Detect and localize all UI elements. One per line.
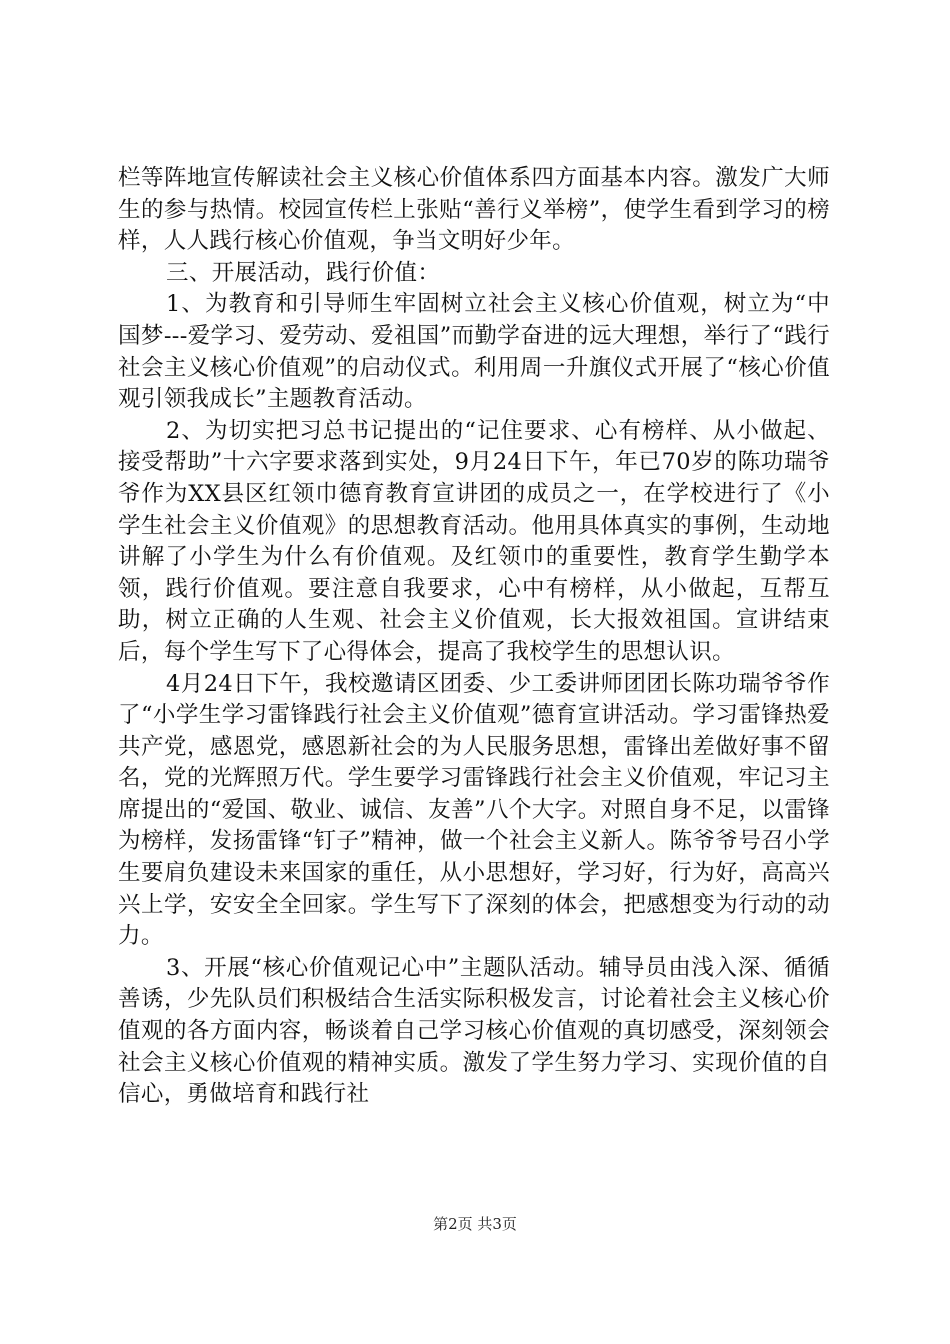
paragraph-continuation: 栏等阵地宣传解读社会主义核心价值体系四方面基本内容。激发广大师生的参与热情。校园宣传栏上张贴“善行义举榜”，使学生看到学习的榜样，人人践行核心价值观，争当文明好少年。 — [118, 165, 830, 255]
paragraph-item-3: 3、开展“核心价值观记心中”主题队活动。辅导员由浅入深、循循善诱，少先队员们积极结合生活实际积极发言，讨论着社会主义核心价值观的各方面内容，畅谈着自己学习核心价值观的真切感受，深刻领会社会主义核心价值观的精神实质。激发了学生努力学习、实现价值的自信心，勇做培育和践行社 — [118, 954, 830, 1108]
document-body — [118, 163, 830, 1111]
page-number-footer: 第2页 共3页 — [433, 1215, 517, 1233]
section-heading-activities: 三、开展活动，践行价值： — [166, 259, 441, 286]
paragraph-april-24: 4月24日下午，我校邀请区团委、少工委讲师团团长陈功瑞爷爷作了“小学生学习雷锋践行社会主义价值观”德育宣讲活动。学习雷锋热爱共产党，感恩党，感恩新社会的为人民服务思想，雷锋出差做好事不留名，党的光辉照万代。学生要学习雷锋践行社会主义价值观，牢记习主席提出的“爱国、敬业、诚信、友善”八个大字。对照自身不足，以雷锋为榜样，发扬雷锋“钉子”精神，做一个社会主义新人。陈爷爷号召小学生要肩负建设未来国家的重任，从小思想好，学习好，行为好，高高兴兴上学，安安全全回家。学生写下了深刻的体会，把感想变为行动的动力。 — [118, 670, 830, 950]
paragraph-item-2: 2、为切实把习总书记提出的“记住要求、心有榜样、从小做起、接受帮助”十六字要求落到实处，9月24日下午，年已70岁的陈功瑞爷爷作为XX县区红领巾德育教育宣讲团的成员之一，在学校进行了《小学生社会主义价值观》的思想教育活动。他用具体真实的事例，生动地讲解了小学生为什么有价值观。及红领巾的重要性，教育学生勤学本领，践行价值观。要注意自我要求，心中有榜样，从小做起，互帮互助，树立正确的人生观、社会主义价值观，长大报效祖国。宣讲结束后，每个学生写下了心得体会，提高了我校学生的思想认识。 — [118, 417, 830, 665]
paragraph-item-1: 1、为教育和引导师生牢固树立社会主义核心价值观，树立为“中国梦---爱学习、爱劳动、爱祖国”而勤学奋进的远大理想，举行了“践行社会主义核心价值观”的启动仪式。利用周一升旗仪式开展了“核心价值观引领我成长”主题教育活动。 — [118, 291, 830, 413]
